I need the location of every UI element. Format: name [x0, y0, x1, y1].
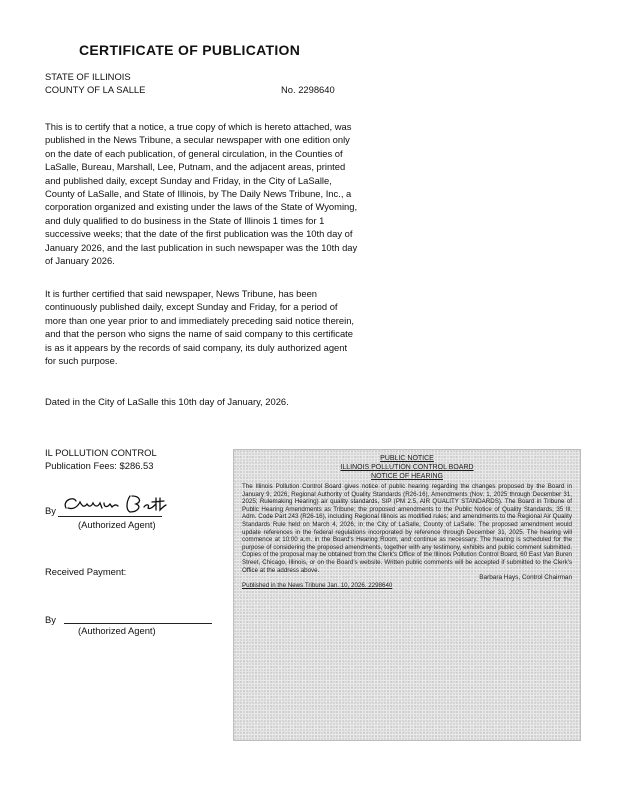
publication-fees: Publication Fees: $286.53 [45, 460, 154, 472]
client-name: IL POLLUTION CONTROL [45, 447, 157, 458]
certification-paragraph: This is to certify that a notice, a true copy of which is hereto attached, was published in the News Tribune, a secular newspaper with one edition only on the date of each publication, of general circulation, in the Counties of LaSalle, Bureau, Marshall, Lee, Putnam, and the adjacent areas, printed and published daily, except Sunday and Friday, in the City of LaSalle, County of LaSalle, and State of Illinois, by The Daily News Tribune, Inc., a corporation organized and existing under the laws of the State of Wyoming, and duly qualified to do business in the State of Illinois 1 times for 1 successive weeks; that the date of the first publication was the 10th day of January 2026, and the last publication in such newspaper was the 10th day of January 2026. [45, 121, 358, 267]
received-payment-label: Received Payment: [45, 566, 127, 577]
by-label: By [45, 505, 56, 516]
notice-signature: Barbara Hays, Control Chairman [479, 574, 572, 582]
dated-line: Dated in the City of LaSalle this 10th day of January, 2026. [45, 396, 289, 407]
further-certification-paragraph: It is further certified that said newspaper, News Tribune, has been continuously published daily, except Sunday and Friday, for a period of more than one year prior to and immediately preceding said notice therein, and that the person who signs the name of said company to this certificate is as it appears by the records of said company, its duly authorized agent for such purpose. [45, 288, 355, 367]
signature-line-2 [64, 614, 212, 624]
handwritten-signature [60, 492, 172, 518]
certificate-number: No. 2298640 [281, 84, 335, 95]
notice-heading: PUBLIC NOTICE [380, 455, 434, 462]
notice-body: The Illinois Pollution Control Board gives notice of public hearing regarding the changes proposed by the Board in January 9, 2026, Regional Authority of Quality Standards (R26-16), Amendments (Nov. 1, 2025 through December 31, 2025; Rulemaking Hearing) air quality standards, SIP (PM 2.5, AIR QUALITY STANDARDS). The Board in Tribune of Public Hearing Amendments as Tribune; the proposed amendments to the Public Notice of Quality Standards, 35 Ill. Adm. Code Part 243 (R26-16), including Regional Illinois as modified rules; and amendments to the Regional Air Quality Standards Rule held on March 4, 2026, in the City of LaSalle, County of LaSalle. The proposed amendment would update references in the federal regulations incorporated by reference through December 31, 2025. The hearing will commence at 10:00 a.m. in the Board's Hearing Room, and continue as necessary. The hearing is scheduled for the purpose of considering the proposed amendments, together with any testimony, exhibits and public comment submitted. Copies of the proposal may be obtained from the Clerk's Office of the Illinois Pollution Control Board, 60 East Van Buren Street, Chicago, Illinois, or on the Board's website. Written public comments will be accepted if submitted to the Clerk's Office at the address above. [242, 483, 572, 574]
state-label: STATE OF ILLINOIS [45, 71, 131, 82]
certificate-title: CERTIFICATE OF PUBLICATION [79, 42, 301, 58]
authorized-agent-caption: (Authorized Agent) [78, 519, 156, 530]
notice-subheading-2: NOTICE OF HEARING [371, 473, 443, 480]
client-block [45, 446, 157, 473]
county-label: COUNTY OF LA SALLE [45, 84, 146, 96]
jurisdiction-block [45, 70, 145, 97]
authorized-agent-caption-2: (Authorized Agent) [78, 625, 156, 636]
by-label-2: By [45, 614, 56, 625]
notice-subheading: ILLINOIS POLLUTION CONTROL BOARD [340, 464, 474, 471]
notice-footer: Published in the News Tribune Jan. 10, 2026. 2298640 [242, 582, 393, 590]
public-notice-clipping [233, 449, 581, 741]
